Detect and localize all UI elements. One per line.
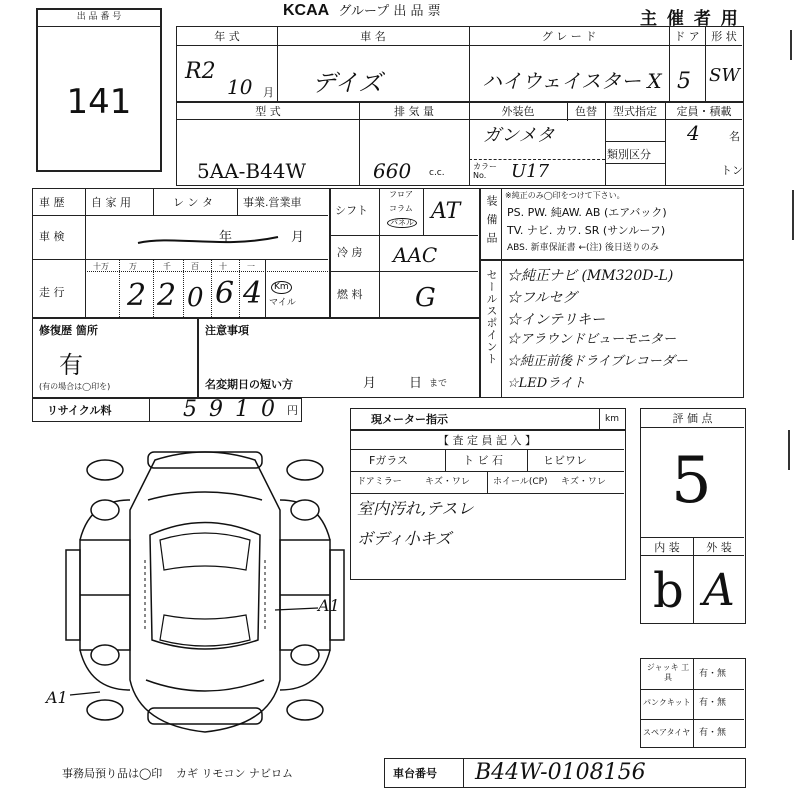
history-rental: レ ン タ	[173, 196, 213, 209]
chassis-value: B44W-0108156	[475, 760, 646, 785]
displacement-unit: c.c.	[429, 168, 445, 178]
year-value: R2	[185, 59, 216, 84]
displacement-label: 排 気 量	[394, 105, 434, 118]
equipment-line2: TV. ナビ. カワ. SR (サンルーフ)	[507, 224, 666, 237]
type-label: 形 状	[711, 30, 737, 43]
mileage-digit-1: 2	[127, 278, 147, 313]
exterior-label: 外 装	[706, 541, 732, 554]
group-title: グループ 出 品 票	[338, 4, 441, 19]
lot-number-label: 出 品 番 号	[76, 12, 122, 22]
capacity-unit: 名	[729, 130, 740, 143]
door-value: 5	[677, 69, 691, 94]
fuel-value: G	[415, 283, 436, 313]
ac-value: AAC	[393, 243, 438, 267]
jack-label: ジャッキ 工 具	[646, 663, 690, 682]
mileage-digit-4: 6	[215, 276, 235, 311]
grade-label: グ レ ー ド	[541, 30, 597, 43]
model-label: 型 式	[255, 105, 281, 118]
month-value: 10	[227, 75, 253, 99]
repair-value: 有	[59, 351, 83, 379]
type-value: SW	[709, 65, 740, 86]
wheel-label: ホイール(CP)	[493, 477, 548, 487]
inspection-year: 年	[219, 230, 233, 245]
spare-yes-no: 有・無	[699, 728, 727, 738]
color-no-label: カラー No.	[473, 162, 497, 180]
deadline-month: 月	[363, 376, 377, 391]
name-label: 車 名	[360, 30, 386, 43]
meter-unit: km	[605, 414, 619, 424]
evaluation-score: 5	[671, 444, 712, 518]
weight-unit: トン	[721, 164, 743, 177]
edge-mark	[788, 430, 790, 470]
logo-text: KCAA	[283, 2, 330, 19]
equipment-note: ※純正のみ◯印をつけて下さい。	[505, 191, 625, 200]
mirror-label: ドアミラー	[357, 477, 402, 487]
notes-box	[198, 318, 480, 398]
evaluation-label: 評 価 点	[672, 412, 713, 425]
sales-point-5: ☆純正前後ドライブレコーダー	[507, 354, 688, 369]
chassis-box	[384, 758, 746, 788]
shift-floor: フロア	[389, 190, 413, 199]
sales-point-2: ☆フルセグ	[507, 290, 577, 306]
digit-label-10k: 万	[129, 262, 137, 271]
shift-box	[330, 188, 480, 318]
digit-label-100k: 十万	[93, 262, 109, 271]
wheel-options: キズ・ワレ	[561, 477, 606, 487]
jack-yes-no: 有・無	[699, 669, 727, 679]
history-private: 自 家 用	[91, 196, 131, 209]
digit-label-1k: 千	[163, 262, 171, 271]
sales-point-1: ☆純正ナビ (MM320D-L)	[507, 268, 674, 284]
equipment-line1: PS. PW. 純AW. AB (エアバック)	[507, 206, 667, 219]
repair-note: (有の場合は◯印を)	[39, 382, 111, 391]
car-diagram	[60, 440, 350, 740]
sales-point-6: ☆LEDライト	[507, 376, 586, 391]
interior-label: 内 装	[654, 541, 680, 554]
sales-points-box	[480, 260, 744, 398]
mileage-digit-2: 2	[157, 278, 177, 313]
shift-value: AT	[431, 199, 461, 224]
exterior-grade: A	[703, 565, 735, 616]
digit-label-100: 百	[191, 262, 199, 271]
accessories-box	[640, 658, 746, 748]
capacity-value: 4	[687, 121, 700, 145]
mirror-options: キズ・ワレ	[425, 477, 470, 487]
vehicle-row1	[176, 26, 744, 102]
repair-label: 修復歴 箇所	[39, 324, 98, 337]
deadline-day: 日	[409, 376, 423, 391]
name-value: デイズ	[312, 69, 383, 97]
office-note: 事務局預り品は◯印	[62, 767, 163, 780]
deadline-label: 名変期日の短い方	[205, 378, 293, 391]
sales-point-4: ☆アラウンドビューモニター	[507, 332, 677, 347]
damage-mark-a1-right: A1	[318, 596, 340, 615]
glass-options: ト ビ 石	[463, 454, 503, 467]
digit-label-1: 一	[247, 262, 255, 271]
year-label: 年 式	[214, 30, 240, 43]
chassis-label: 車台番号	[393, 767, 437, 780]
recycle-unit: 円	[287, 404, 298, 417]
inspection-strike	[133, 225, 283, 255]
equipment-box	[480, 188, 744, 260]
spare-label: スペアタイヤ	[643, 728, 691, 737]
edge-mark	[792, 190, 794, 240]
km-label: Km	[271, 281, 292, 294]
evaluation-box	[640, 408, 746, 624]
mileage-digit-3: 0	[187, 283, 204, 313]
inspector-title: 【 査 定 員 記 入 】	[438, 434, 536, 447]
puncture-label: パンクキット	[643, 698, 691, 707]
history-label: 車 歴	[39, 196, 65, 209]
inspection-label: 車 検	[39, 230, 65, 243]
meter-label: 現メーター指示	[371, 413, 448, 426]
capacity-label: 定員・積載	[676, 105, 732, 118]
lot-number-box	[36, 8, 162, 172]
lot-number: 141	[66, 82, 132, 122]
sales-point-3: ☆インテリキー	[507, 312, 605, 328]
category-label: 類別区分	[607, 148, 651, 161]
puncture-yes-no: 有・無	[699, 698, 727, 708]
interior-grade: b	[653, 563, 684, 619]
deadline-until: まで	[429, 379, 448, 389]
logo	[283, 0, 441, 20]
recycle-label: リサイクル料	[47, 404, 112, 417]
damage-mark-a1-left: A1	[46, 688, 68, 707]
displacement-value: 660	[373, 159, 412, 183]
inspector-comment-1: 室内汚れ,テスレ	[357, 499, 474, 518]
model-spec-label: 型式指定	[613, 105, 657, 118]
model-value: 5AA-B44W	[197, 159, 307, 183]
vehicle-row2	[176, 102, 744, 186]
exterior-value: ガンメタ	[483, 125, 555, 146]
meter-box	[350, 408, 626, 430]
equipment-line3: ABS. 新車保証書 ←(注) 後日送りのみ	[507, 243, 659, 253]
inspector-box	[350, 430, 626, 580]
color-no-value: U17	[511, 161, 550, 182]
history-business: 事業.営業車	[243, 196, 302, 209]
repair-box	[32, 318, 198, 398]
history-box	[32, 188, 330, 318]
shift-label: シフト	[335, 204, 368, 217]
mileage-label: 走 行	[39, 286, 65, 299]
inspection-month: 月	[291, 230, 305, 245]
recycle-box	[32, 398, 302, 422]
office-items: カギ リモコン ナビロム	[176, 767, 293, 780]
organizer-label: 主 催 者 用	[640, 9, 740, 29]
inspector-comment-2: ボディ小キズ	[357, 529, 452, 548]
notes-label: 注意事項	[205, 324, 249, 337]
glass-label: Fガラス	[369, 454, 408, 467]
fuel-label: 燃 料	[337, 288, 363, 301]
mileage-digit-5: 4	[243, 276, 263, 311]
digit-label-10: 十	[219, 262, 227, 271]
door-label: ド ア	[674, 30, 700, 43]
recycle-value: 5910	[183, 397, 287, 422]
color-change-label: 色替	[575, 105, 597, 118]
edge-mark	[790, 30, 792, 60]
sales-points-label: セールスポイント	[485, 269, 498, 365]
grade-value: ハイウェイスター X	[482, 69, 662, 93]
equipment-label: 装 備 品	[485, 195, 498, 245]
shift-column: コラム	[389, 204, 413, 213]
exterior-label: 外装色	[501, 105, 535, 118]
crack-label: ヒビワレ	[543, 454, 587, 467]
mile-label: マイル	[269, 298, 296, 308]
shift-panel: パネル	[387, 218, 417, 228]
month-unit: 月	[263, 86, 274, 99]
ac-label: 冷 房	[337, 246, 363, 259]
